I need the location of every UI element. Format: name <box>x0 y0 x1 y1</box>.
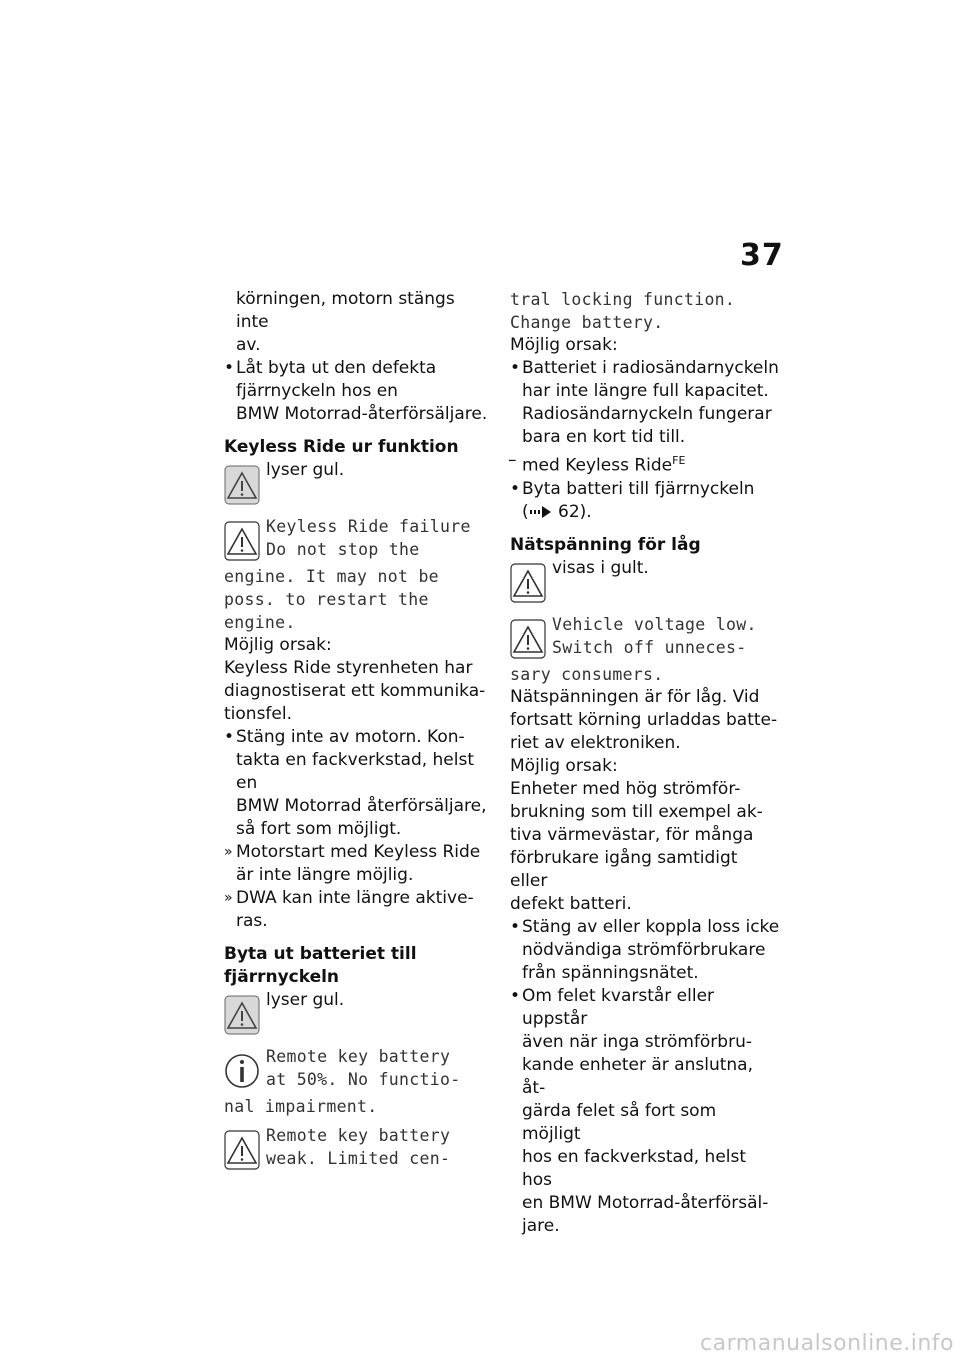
paren: ( <box>522 501 529 522</box>
continued-text <box>224 288 492 357</box>
text-line: ras. <box>236 911 268 931</box>
text-line: Nätspänningen är för låg. Vid <box>510 686 760 707</box>
text-line: en BMW Motorrad-återförsäl- <box>522 1192 769 1213</box>
bullet-item <box>510 985 780 1238</box>
watermark: carmanualsonline.info <box>700 1331 954 1356</box>
display-message-block <box>224 1124 492 1174</box>
text-line: takta en fackverkstad, helst en <box>236 750 475 793</box>
text-line: defekt batteri. <box>510 893 632 914</box>
warning-triangle-icon <box>224 1130 260 1170</box>
text-line: brukning som till exempel ak- <box>510 801 763 822</box>
text-line: har inte längre full kapacitet. <box>522 381 769 401</box>
display-text-line: engine. It may not be <box>224 567 439 586</box>
cause-label: Möjlig orsak: <box>510 755 618 776</box>
display-text-line: Switch off unneces- <box>552 637 747 657</box>
display-text-line: Change battery. <box>510 313 664 332</box>
display-text-line: engine. <box>224 613 296 632</box>
text-line: körningen, motorn stängs inte <box>236 289 455 332</box>
heading-line: fjärrnyckeln <box>224 967 340 987</box>
display-text-line: sary consumers. <box>510 664 664 684</box>
cause-label: Möjlig orsak: <box>510 335 618 355</box>
display-message-block <box>224 515 492 565</box>
result-item <box>224 841 492 887</box>
indicator-row <box>224 459 492 509</box>
display-text-line: nal impairment. <box>224 1097 378 1116</box>
text-line: tiva värmevästar, för många <box>510 824 754 845</box>
text-line: • Batteriet i radiosändarnyckeln <box>522 358 779 378</box>
text-line: • Stäng av eller koppla loss icke <box>522 916 780 937</box>
page-reference[interactable] <box>522 501 780 524</box>
text-line: BMW Motorrad återförsäljare, <box>236 796 487 816</box>
text-line: gärda felet så fort som möjligt <box>522 1100 717 1144</box>
section-heading-keyless-ride: Keyless Ride ur funktion <box>224 437 459 457</box>
display-text-line: Vehicle voltage low. <box>552 614 757 634</box>
display-text-line: Remote key battery <box>266 1126 451 1145</box>
display-text-line: Keyless Ride failure <box>266 517 471 536</box>
cause-label: Möjlig orsak: <box>224 635 332 655</box>
dash-marker: – <box>508 450 517 470</box>
display-message-block <box>224 1045 492 1095</box>
warning-light-icon <box>224 465 260 505</box>
display-text-line: at 50%. No functio- <box>266 1070 461 1089</box>
warning-triangle-icon <box>510 619 546 659</box>
display-text-line: weak. Limited cen- <box>266 1149 451 1168</box>
text-line: även när inga strömförbru- <box>522 1031 752 1052</box>
text-line: • Låt byta ut den defekta <box>236 358 437 378</box>
warning-triangle-icon <box>224 521 260 561</box>
warning-light-icon <box>224 995 260 1035</box>
section-heading-voltage: Nätspänning för låg <box>510 534 701 555</box>
warning-triangle-icon <box>510 563 546 603</box>
page-reference-number: 62). <box>558 501 592 522</box>
right-column <box>510 288 780 1238</box>
text-line: Enheter med hög strömför- <box>510 778 741 799</box>
bullet-item <box>224 357 492 426</box>
text-line: diagnostiserat ett kommunika- <box>224 681 486 701</box>
display-text-line: Remote key battery <box>266 1047 451 1066</box>
text-line: så fort som möjligt. <box>236 819 402 839</box>
text-line: riet av elektroniken. <box>510 732 681 753</box>
bullet-item <box>510 478 780 524</box>
text-line: tionsfel. <box>224 704 292 724</box>
info-icon <box>224 1051 260 1091</box>
text-line: BMW Motorrad-återförsäljare. <box>236 404 488 424</box>
text-line: • Byta batteri till fjärrnyckeln <box>522 478 755 499</box>
indicator-status-text: lyser gul. <box>266 990 345 1010</box>
result-item <box>224 887 492 933</box>
indicator-status-text: lyser gul. <box>266 460 345 480</box>
text-line: » DWA kan inte längre aktive- <box>236 888 474 908</box>
text-line: jare. <box>522 1215 560 1236</box>
text-line: » Motorstart med Keyless Ride <box>236 842 481 862</box>
display-text-line: poss. to restart the <box>224 590 429 609</box>
text-line: Keyless Ride styrenheten har <box>224 658 473 678</box>
text-line: • Om felet kvarstår eller uppstår <box>522 985 715 1029</box>
bullet-item <box>510 916 780 985</box>
text-line: är inte längre möjlig. <box>236 865 414 885</box>
display-message-block <box>510 613 780 663</box>
text-line: fjärrnyckeln hos en <box>236 381 398 401</box>
indicator-status-text: visas i gult. <box>552 557 649 578</box>
indicator-row <box>224 989 492 1039</box>
text-line: fortsatt körning urladdas batte- <box>510 709 778 730</box>
text-line: • Stäng inte av motorn. Kon- <box>236 727 465 747</box>
superscript-code: FE <box>672 454 686 467</box>
text-line: kande enheter är anslutna, åt- <box>522 1054 753 1098</box>
page-reference-arrow-icon <box>529 505 553 519</box>
section-heading-key-battery <box>224 943 492 989</box>
text-line: av. <box>236 335 261 355</box>
display-text-line: tral locking function. <box>510 290 736 309</box>
left-column <box>224 288 492 1174</box>
dash-item <box>510 449 780 478</box>
text-line: förbrukare igång samtidigt eller <box>510 847 738 891</box>
text-line: nödvändiga strömförbrukare <box>522 939 766 960</box>
text-line: bara en kort tid till. <box>522 427 686 447</box>
indicator-row <box>510 557 780 607</box>
bullet-item <box>510 357 780 449</box>
display-text-line: Do not stop the <box>266 540 420 559</box>
bullet-item <box>224 726 492 841</box>
text-line: Radiosändarnyckeln fungerar <box>522 404 772 424</box>
text-line: hos en fackverkstad, helst hos <box>522 1146 747 1190</box>
page-number: 37 <box>740 238 784 273</box>
text-line: med Keyless Ride <box>522 455 673 476</box>
heading-line: Byta ut batteriet till <box>224 944 417 964</box>
text-line: från spänningsnätet. <box>522 962 699 983</box>
